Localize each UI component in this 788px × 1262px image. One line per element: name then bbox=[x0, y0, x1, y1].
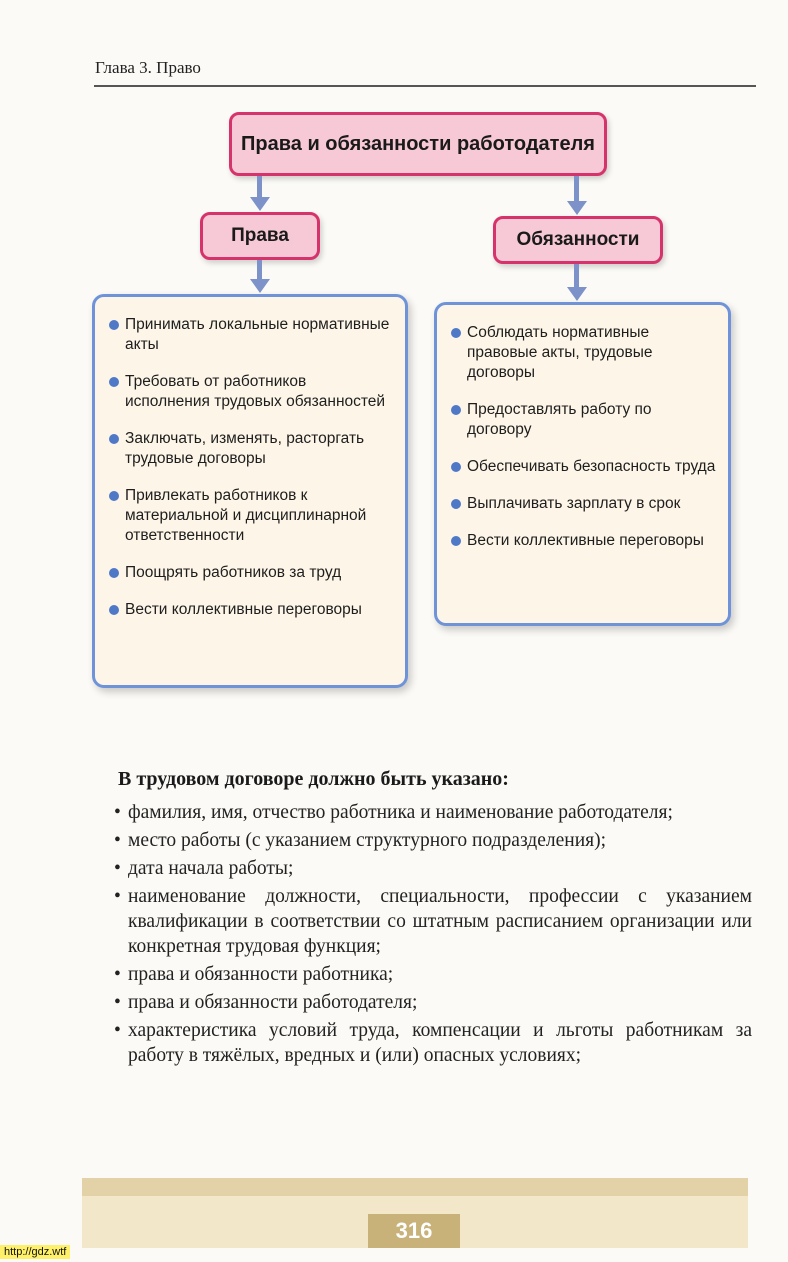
bullet-icon bbox=[451, 462, 461, 472]
arrow-down-icon bbox=[250, 279, 270, 293]
list-item: • права и обязанности работодателя; bbox=[114, 992, 418, 1013]
bullet-icon: • bbox=[114, 992, 121, 1013]
list-item: Принимать локальные нормативные акты bbox=[109, 315, 395, 355]
list-item: • дата начала работы; bbox=[114, 858, 294, 879]
list-item: Требовать от работников исполнения трудовых обязанностей bbox=[109, 372, 395, 412]
list-item: • фамилия, имя, отчество работника и наименование работодателя; bbox=[114, 802, 673, 823]
bullet-icon bbox=[451, 328, 461, 338]
bullet-icon: • bbox=[114, 802, 121, 823]
list-item: • характеристика условий труда, компенсации и льготы работникам за работу в тяжёлых, вредных и (или) опасных условиях; bbox=[114, 1020, 752, 1066]
rights-list bbox=[92, 294, 408, 688]
arrow-shaft-duties-list bbox=[574, 264, 579, 288]
list-item: Вести коллективные переговоры bbox=[109, 600, 395, 620]
bullet-icon: • bbox=[114, 886, 121, 907]
list-item: • наименование должности, специальности, профессии с указанием квалификации в соответствии со штатным расписанием организации или конкретная трудовая функция; bbox=[114, 886, 752, 957]
bullet-icon bbox=[109, 320, 119, 330]
contract-list bbox=[112, 800, 752, 1071]
bullet-icon bbox=[451, 536, 461, 546]
diagram-main-title: Права и обязанности работодателя bbox=[229, 112, 607, 176]
list-item: • место работы (с указанием структурного подразделения); bbox=[114, 830, 607, 851]
bullet-icon: • bbox=[114, 858, 121, 879]
list-item: Соблюдать нормативные правовые акты, трудовые договоры bbox=[451, 323, 718, 383]
list-item: Обеспечивать безопасность труда bbox=[451, 457, 718, 477]
bullet-icon bbox=[109, 491, 119, 501]
list-item: Заключать, изменять, расторгать трудовые договоры bbox=[109, 429, 395, 469]
list-item: Поощрять работников за труд bbox=[109, 563, 395, 583]
bullet-icon: • bbox=[114, 964, 121, 985]
contract-heading: В трудовом договоре должно быть указано: bbox=[118, 768, 509, 790]
list-item: • права и обязанности работника; bbox=[114, 964, 394, 985]
duties-list bbox=[434, 302, 731, 626]
arrow-down-icon bbox=[567, 287, 587, 301]
list-item: Привлекать работников к материальной и дисциплинарной ответственности bbox=[109, 486, 395, 546]
bullet-icon bbox=[109, 605, 119, 615]
arrow-shaft-rights bbox=[257, 176, 262, 198]
watermark-link[interactable]: http://gdz.wtf bbox=[0, 1245, 70, 1259]
arrow-shaft-rights-list bbox=[257, 260, 262, 280]
list-item: Вести коллективные переговоры bbox=[451, 531, 718, 551]
duties-title: Обязанности bbox=[493, 216, 663, 264]
bullet-icon bbox=[451, 499, 461, 509]
list-item: Выплачивать зарплату в срок bbox=[451, 494, 718, 514]
bullet-icon: • bbox=[114, 830, 121, 851]
list-item: Предоставлять работу по договору bbox=[451, 400, 718, 440]
arrow-down-icon bbox=[567, 201, 587, 215]
header-rule bbox=[94, 85, 756, 87]
bullet-icon bbox=[109, 568, 119, 578]
page-number: 316 bbox=[368, 1214, 460, 1248]
arrow-shaft-duties bbox=[574, 176, 579, 202]
arrow-down-icon bbox=[250, 197, 270, 211]
bullet-icon bbox=[109, 377, 119, 387]
chapter-title: Глава 3. Право bbox=[95, 58, 201, 77]
bullet-icon bbox=[109, 434, 119, 444]
rights-title: Права bbox=[200, 212, 320, 260]
bullet-icon bbox=[451, 405, 461, 415]
bullet-icon: • bbox=[114, 1020, 121, 1041]
